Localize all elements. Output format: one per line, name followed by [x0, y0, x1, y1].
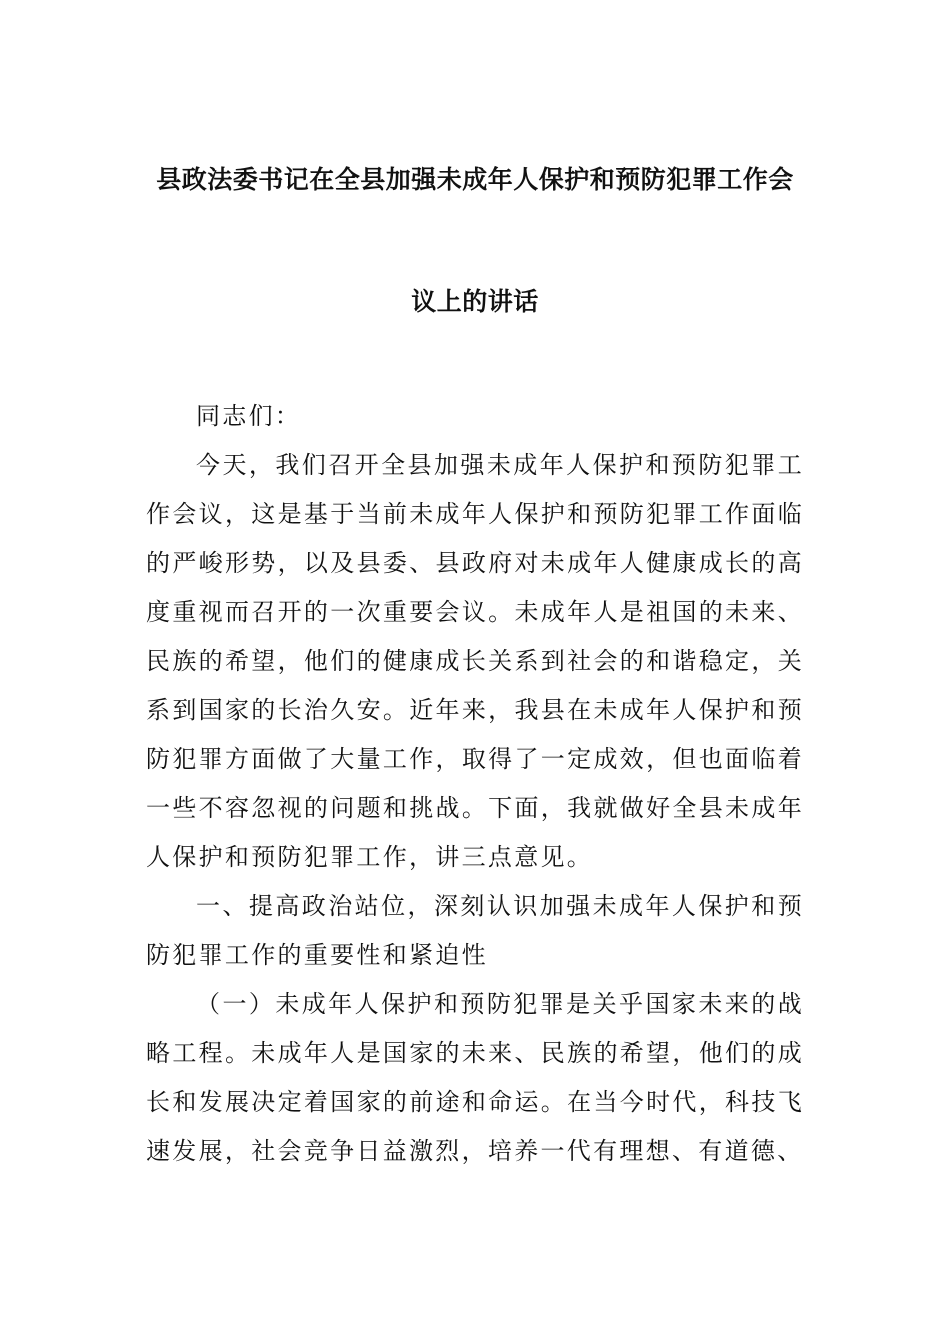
document-title-line-2: 议上的讲话 [411, 287, 539, 316]
document-body [146, 392, 804, 1176]
paragraph-intro: 今天，我们召开全县加强未成年人保护和预防犯罪工作会议，这是基于当前未成年人保护和预防犯罪工作面临的严峻形势，以及县委、县政府对未成年人健康成长的高度重视而召开的一次重要会议。未成年人是祖国的未来、民族的希望，他们的健康成长关系到社会的和谐稳定，关系到国家的长治久安。近年来，我县在未成年人保护和预防犯罪方面做了大量工作，取得了一定成效，但也面临着一些不容忽视的问题和挑战。下面，我就做好全县未成年人保护和预防犯罪工作，讲三点意见。 [146, 451, 804, 871]
subsection-1-paragraph: （一）未成年人保护和预防犯罪是关乎国家未来的战略工程。未成年人是国家的未来、民族的希望，他们的成长和发展决定着国家的前途和命运。在当今时代，科技飞速发展，社会竞争日益激烈，培养一代有理想、有道德、 [146, 990, 804, 1165]
salutation: 同志们： [196, 402, 302, 430]
document-title-line-1: 县政法委书记在全县加强未成年人保护和预防犯罪工作会 [156, 165, 794, 194]
section-heading-1: 一、提高政治站位，深刻认识加强未成年人保护和预防犯罪工作的重要性和紧迫性 [146, 892, 804, 969]
